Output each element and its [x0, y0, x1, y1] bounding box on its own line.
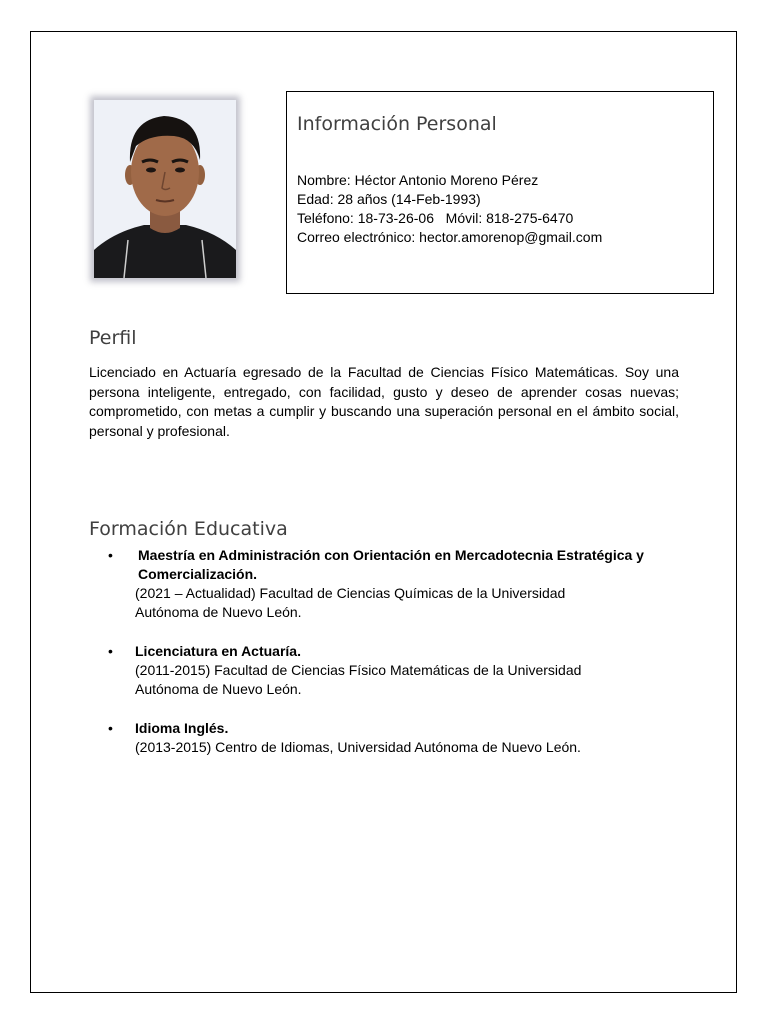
education-detail: Autónoma de Nuevo León. — [135, 604, 302, 620]
email-line: Correo electrónico: hector.amorenop@gmail.com — [297, 229, 603, 245]
education-title: Licenciatura en Actuaría. — [135, 643, 301, 659]
bullet-icon: • — [108, 643, 113, 659]
personal-info-heading: Información Personal — [297, 113, 497, 135]
education-item — [108, 719, 668, 757]
bullet-icon: • — [108, 547, 113, 563]
bullet-icon: • — [108, 720, 113, 736]
profile-text: Licenciado en Actuaría egresado de la Facultad de Ciencias Físico Matemáticas. Soy una persona inteligente, entregado, con facilidad, gusto y deseo de aprender cosas nuevas; comprometido, con metas a cumplir y buscando una superación personal en el ámbito social, personal y profesional. — [89, 364, 679, 439]
education-title: Maestría en Administración con Orientación en Mercadotecnia Estratégica y Comercialización. — [138, 547, 644, 582]
education-list — [108, 546, 668, 757]
education-detail: (2021 – Actualidad) Facultad de Ciencias Químicas de la Universidad — [135, 585, 566, 601]
profile-heading: Perfil — [89, 327, 137, 349]
education-detail: (2011-2015) Facultad de Ciencias Físico Matemáticas de la Universidad — [135, 662, 582, 678]
personal-info-box — [286, 91, 714, 294]
education-detail: Autónoma de Nuevo León. — [135, 681, 302, 697]
profile-photo — [94, 100, 236, 278]
education-detail: (2013-2015) Centro de Idiomas, Universidad Autónoma de Nuevo León. — [135, 739, 581, 755]
education-heading: Formación Educativa — [89, 518, 288, 540]
phone-line: Teléfono: 18-73-26-06 Móvil: 818-275-6470 — [297, 210, 574, 226]
education-title: Idioma Inglés. — [135, 720, 229, 736]
personal-info-lines — [297, 171, 602, 247]
education-item — [108, 642, 668, 699]
age-line: Edad: 28 años (14-Feb-1993) — [297, 191, 481, 207]
name-line: Nombre: Héctor Antonio Moreno Pérez — [297, 172, 539, 188]
education-item — [108, 546, 668, 622]
